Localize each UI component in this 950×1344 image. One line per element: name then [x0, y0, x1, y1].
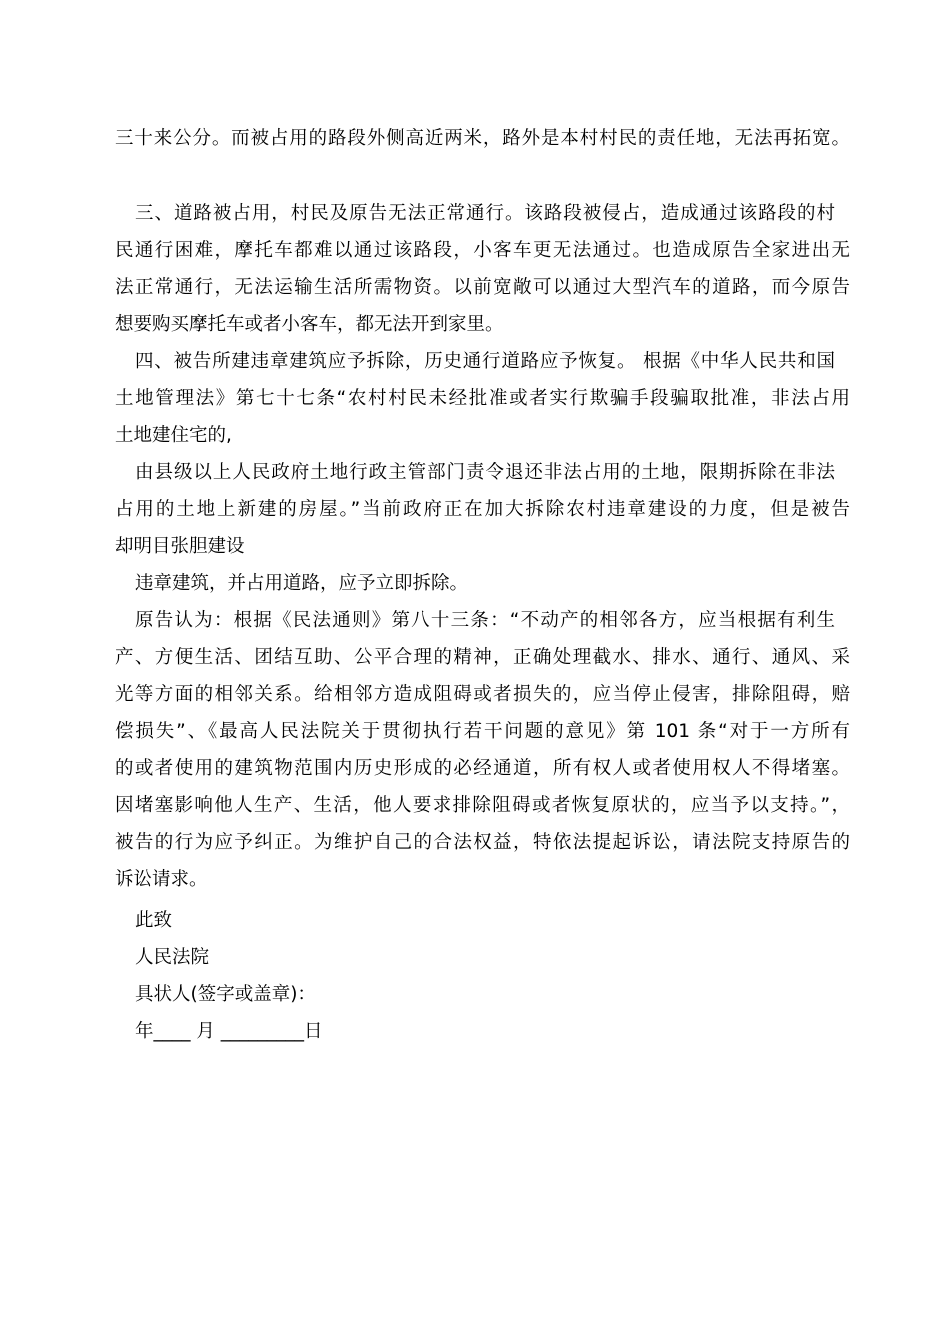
text-line: 民通行困难，摩托车都难以通过该路段，小客车更无法通过。也造成原告全家进出无 — [115, 240, 850, 261]
text-line: 偿损失”、《最高人民法院关于贯彻执行若干问题的意见》第 101 条“对于一方所有 — [115, 721, 850, 742]
date-line: 年____ 月 _________日 — [135, 1021, 323, 1042]
paragraph-first-line: 违章建筑，并占用道路，应予立即拆除。 — [135, 573, 469, 594]
text-line: 光等方面的相邻关系。给相邻方造成阻碍或者损失的，应当停止侵害，排除阻碍，赔 — [115, 684, 850, 705]
text-line: 占用的土地上新建的房屋。”当前政府正在加大拆除农村违章建设的力度，但是被告 — [115, 499, 850, 520]
court-name: 人民法院 — [135, 947, 210, 968]
text-line: 产、方便生活、团结互助、公平合理的精神，正确处理截水、排水、通行、通风、采 — [115, 647, 850, 668]
salutation: 此致 — [135, 910, 173, 931]
text-line: 诉讼请求。 — [115, 869, 208, 890]
text-line: 的或者使用的建筑物范围内历史形成的必经通道，所有权人或者使用权人不得堵塞。 — [115, 758, 850, 779]
paragraph-first-line: 四、被告所建违章建筑应予拆除，历史通行道路应予恢复。 根据《中华人民共和国 — [135, 351, 835, 372]
text-line: 土地管理法》第七十七条“农村村民未经批准或者实行欺骗手段骗取批准，非法占用 — [115, 388, 850, 409]
text-line: 土地建住宅的, — [115, 425, 232, 446]
text-line: 想要购买摩托车或者小客车，都无法开到家里。 — [115, 314, 504, 335]
text-line: 三十来公分。而被占用的路段外侧高近两米，路外是本村村民的责任地，无法再拓宽。 — [115, 128, 850, 149]
text-line: 被告的行为应予纠正。为维护自己的合法权益，特依法提起诉讼，请法院支持原告的 — [115, 832, 850, 853]
paragraph-first-line: 三、道路被占用，村民及原告无法正常通行。该路段被侵占，造成通过该路段的村 — [135, 203, 835, 224]
text-line: 却明目张胆建设 — [115, 536, 245, 557]
paragraph-first-line: 原告认为：根据《民法通则》第八十三条：“不动产的相邻各方，应当根据有利生 — [135, 610, 835, 631]
paragraph-first-line: 由县级以上人民政府土地行政主管部门责令退还非法占用的土地，限期拆除在非法 — [135, 462, 835, 483]
signature-line: 具状人(签字或盖章)： — [135, 984, 316, 1005]
text-line: 法正常通行，无法运输生活所需物资。以前宽敞可以通过大型汽车的道路，而今原告 — [115, 277, 850, 298]
text-line: 因堵塞影响他人生产、生活，他人要求排除阻碍或者恢复原状的，应当予以支持。”， — [115, 795, 850, 816]
